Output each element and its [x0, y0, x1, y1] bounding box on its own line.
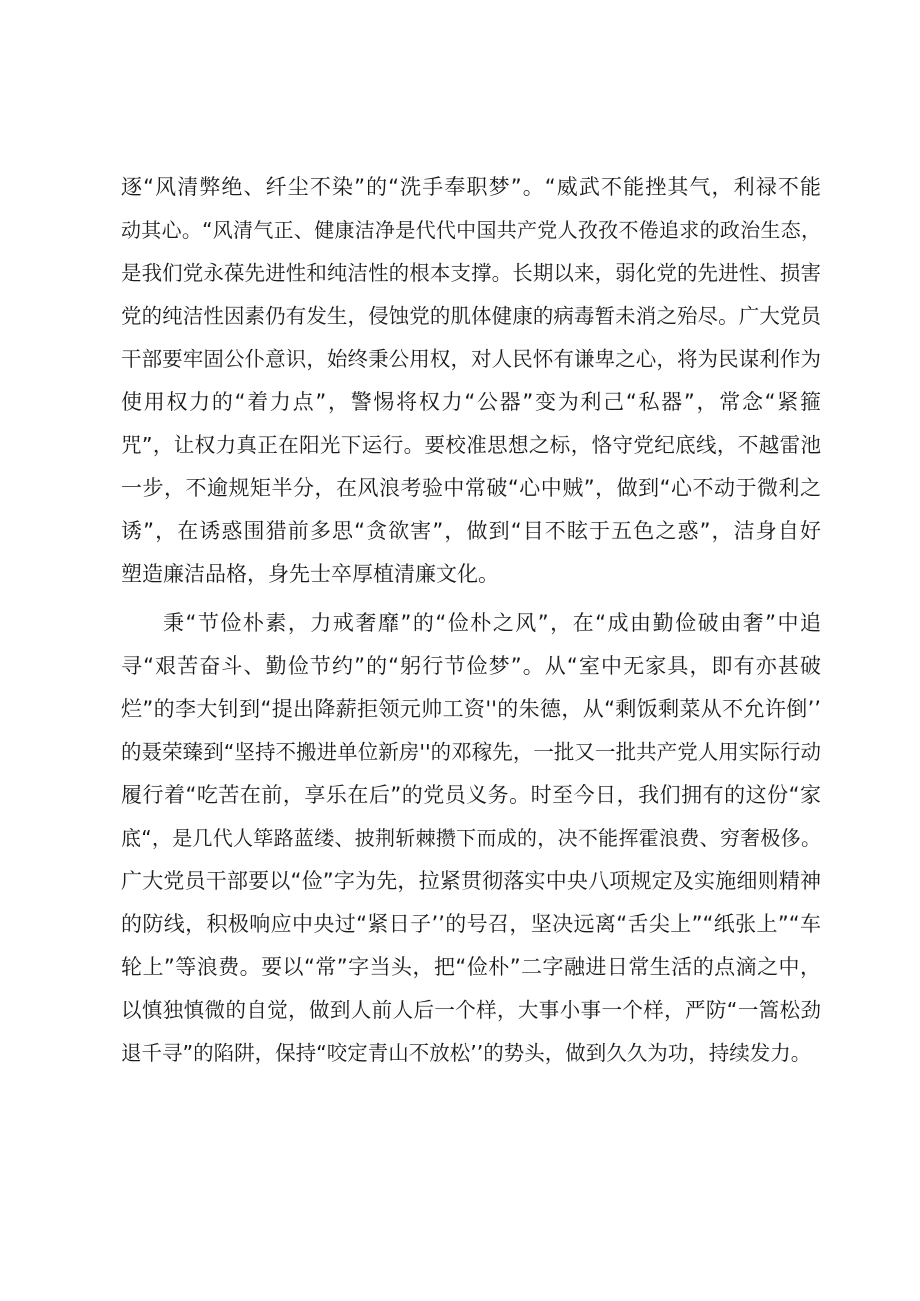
- paragraph-2-line-6: 底“，是几代人筚路蓝缕、披荆斩棘攒下而成的，决不能挥霍浪费、穷奢极侈。: [121, 826, 821, 850]
- paragraph-1-line-9: 诱”，在诱惑围猎前多思“贪欲害”，做到“目不眩于五色之惑”，洁身自好: [121, 519, 821, 543]
- paragraph-1-line-5: 干部要牢固公仆意识，始终秉公用权，对人民怀有谦卑之心，将为民谋利作为: [121, 347, 821, 371]
- paragraph-2-line-10: 以慎独慎微的自觉，做到人前人后一个样，大事小事一个样，严防“一篙松劲: [121, 998, 821, 1022]
- paragraph-2-line-1: 秉“节俭朴素，力戒奢靡”的“俭朴之风”，在“成由勤俭破由奢”中追: [163, 611, 821, 635]
- paragraph-2-line-4: 的聂荣臻到“坚持不搬进单位新房''的邓稼先，一批又一批共产党人用实际行动: [121, 740, 821, 764]
- paragraph-1-line-10: 塑造廉洁品格，身先士卒厚植清廉文化。: [121, 562, 499, 586]
- paragraph-2-line-2: 寻“艰苦奋斗、勤俭节约”的“躬行节俭梦”。从“室中无家具，即有亦甚破: [121, 654, 821, 678]
- paragraph-1-line-2: 动其心。“风清气正、健康洁净是代代中国共产党人孜孜不倦追求的政治生态，: [121, 218, 821, 242]
- paragraph-1-line-6: 使用权力的“着力点”，警惕将权力“公器”变为利己“私器”，常念“紧箍: [121, 390, 821, 414]
- paragraph-1-line-4: 党的纯洁性因素仍有发生，侵蚀党的肌体健康的病毒暂未消之殆尽。广大党员: [121, 304, 821, 328]
- paragraph-2-line-9: 轮上”等浪费。要以“常”字当头，把“俭朴”二字融进日常生活的点滴之中，: [121, 955, 821, 979]
- paragraph-2-line-5: 履行着“吃苦在前，享乐在后”的党员义务。时至今日，我们拥有的这份“家: [121, 783, 821, 807]
- paragraph-1-line-8: 一步，不逾规矩半分，在风浪考验中常破“心中贼”，做到“心不动于微利之: [121, 476, 821, 500]
- paragraph-2-line-3: 烂”的李大钊到“提出降薪拒领元帅工资''的朱德，从“剩饭剩菜从不允许倒’’: [121, 697, 821, 721]
- paragraph-1-line-3: 是我们党永葆先进性和纯洁性的根本支撑。长期以来，弱化党的先进性、损害: [121, 261, 821, 285]
- paragraph-1-line-7: 咒”，让权力真正在阳光下运行。要校准思想之标，恪守党纪底线，不越雷池: [121, 433, 821, 457]
- paragraph-2-line-11: 退千寻”的陷阱，保持“咬定青山不放松’’的势头，做到久久为功，持续发力。: [121, 1041, 812, 1065]
- paragraph-2-line-8: 的防线，积极响应中央过“紧日子’’的号召，坚决远离“舌尖上”“纸张上”“车: [121, 912, 821, 936]
- paragraph-2-line-7: 广大党员干部要以“俭”字为先，拉紧贯彻落实中央八项规定及实施细则精神: [121, 869, 821, 893]
- paragraph-1-line-1: 逐“风清弊绝、纤尘不染”的“洗手奉职梦”。“威武不能挫其气，利禄不能: [121, 175, 821, 199]
